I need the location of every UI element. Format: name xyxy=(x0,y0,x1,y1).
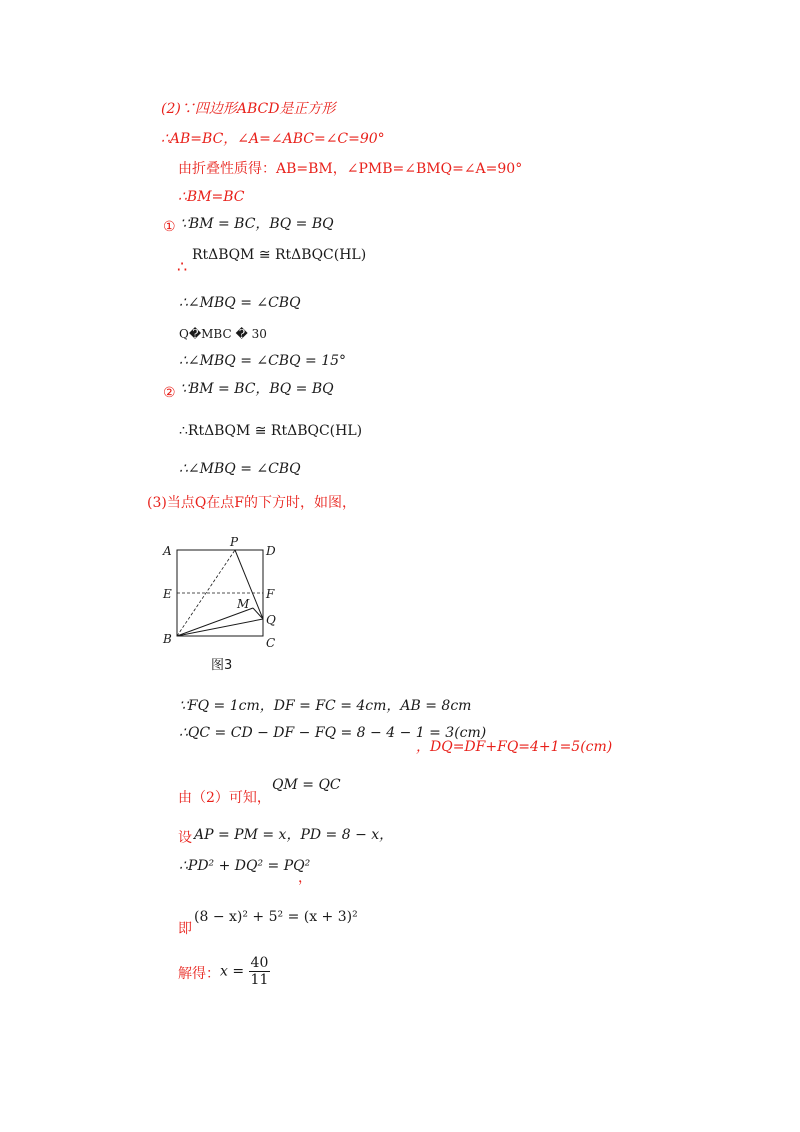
fraction-numerator: 40 xyxy=(250,955,269,971)
case2-given: ∵BM = BC，BQ = BQ xyxy=(180,381,334,397)
part3-given: ∵FQ = 1cm，DF = FC = 4cm，AB = 8cm xyxy=(179,698,472,714)
case1-result: ∴∠MBQ = ∠CBQ = 15° xyxy=(179,353,347,369)
case2-angles: ∴∠MBQ = ∠CBQ xyxy=(179,461,301,477)
label-c: C xyxy=(266,636,276,650)
fraction xyxy=(249,955,271,988)
line-bq xyxy=(177,619,263,636)
let-label: 设 xyxy=(178,830,192,846)
line-bm xyxy=(177,608,253,636)
pyth-expr: ∴PD² + DQ² = PQ² xyxy=(179,858,311,874)
label-p: P xyxy=(230,535,239,549)
label-e: E xyxy=(163,587,172,601)
geometry-figure-3 xyxy=(155,535,295,655)
case1-angles: ∴∠MBQ = ∠CBQ xyxy=(179,295,301,311)
case2-marker: ② xyxy=(163,385,176,401)
solve-lhs: x = xyxy=(220,963,245,980)
label-a: A xyxy=(163,544,172,558)
solve-label: 解得： xyxy=(178,966,220,982)
label-q: Q xyxy=(266,613,276,627)
solve-fraction xyxy=(220,955,270,988)
case2-congruence: ∴RtΔBQM ≅ RtΔBQC(HL) xyxy=(179,423,363,439)
label-m: M xyxy=(237,597,250,611)
part2-line3: 由折叠性质得：AB=BM，∠PMB=∠BMQ=∠A=90° xyxy=(178,161,523,177)
from2-expr: QM = QC xyxy=(272,777,341,793)
part3-heading: (3)当点Q在点F的下方时，如图， xyxy=(147,495,357,511)
part2-line2: ∴AB=BC，∠A=∠ABC=∠C=90° xyxy=(161,131,385,147)
part3-qc-calc: ∴QC = CD − DF − FQ = 8 − 4 − 1 = 3(cm) xyxy=(179,725,487,741)
case1-given: ∵BM = BC，BQ = BQ xyxy=(180,216,334,232)
part2-line1: (2)∵四边形ABCD是正方形 xyxy=(161,101,336,117)
label-d: D xyxy=(266,544,276,558)
let-expr: AP = PM = x，PD = 8 − x， xyxy=(194,827,394,843)
dashed-line-bp xyxy=(177,550,235,636)
line-mq xyxy=(253,608,263,619)
figure-caption: 图3 xyxy=(211,658,233,673)
part2-line4: ∴BM=BC xyxy=(178,189,245,205)
case1-garbled: Q�MBC � 30 xyxy=(179,327,267,341)
label-b: B xyxy=(163,632,172,646)
ie-label: 即 xyxy=(178,921,192,937)
part3-dq-calc: ，DQ=DF+FQ=4+1=5(cm) xyxy=(416,739,613,755)
pyth-comma: ， xyxy=(298,870,312,886)
label-f: F xyxy=(266,587,275,601)
case1-therefore-mark: ∴ xyxy=(177,257,188,276)
from2-label: 由（2）可知， xyxy=(178,790,271,806)
ie-expr: (8 − x)² + 5² = (x + 3)² xyxy=(194,909,358,925)
fraction-denominator: 11 xyxy=(250,972,269,988)
case1-marker: ① xyxy=(163,219,176,235)
case1-congruence: RtΔBQM ≅ RtΔBQC(HL) xyxy=(192,247,367,263)
